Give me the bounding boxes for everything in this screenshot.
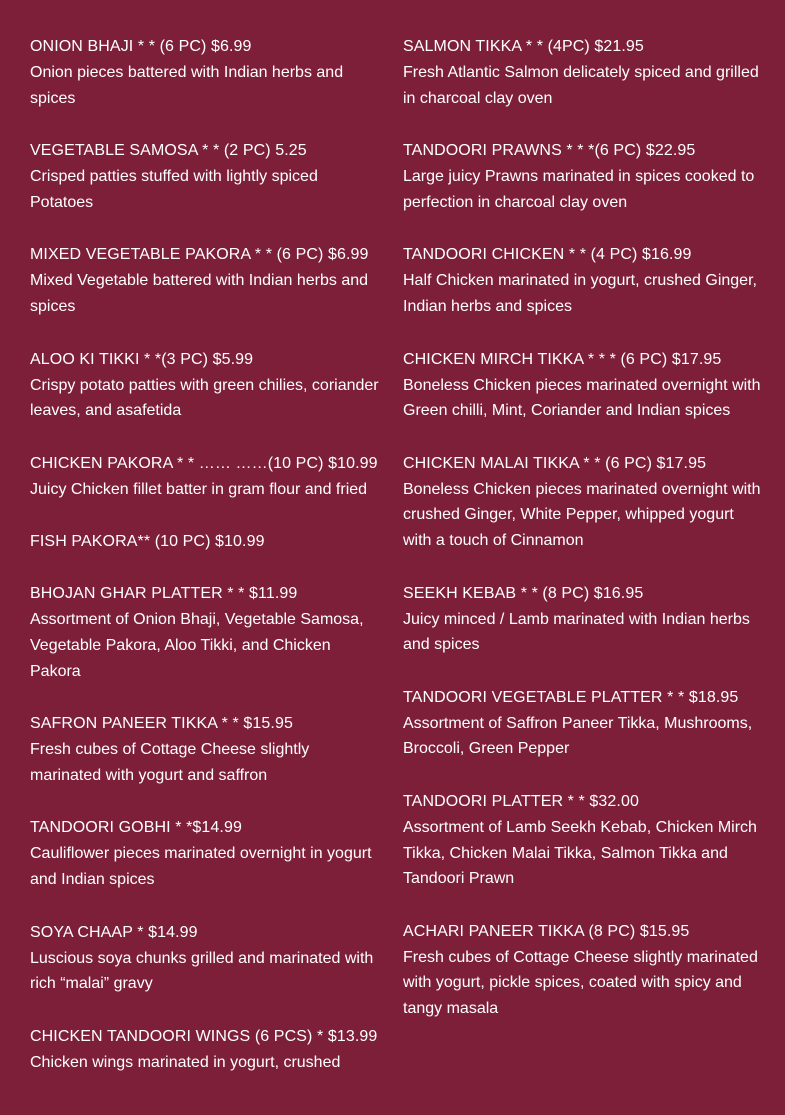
menu-item [30, 452, 382, 503]
menu-item-title: SALMON TIKKA * * (4PC) $21.95 [403, 38, 644, 55]
menu-item-title: MIXED VEGETABLE PAKORA * * (6 PC) $6.99 [30, 246, 369, 264]
menu-item [30, 348, 382, 424]
menu-item-title: TANDOORI PLATTER * * $32.00 [403, 792, 639, 810]
menu-item [30, 712, 382, 788]
menu-item [403, 243, 763, 319]
menu-item-title: TANDOORI CHICKEN * * (4 PC) $16.99 [403, 246, 692, 264]
menu-column-left [30, 35, 382, 1103]
menu-item-description: Chicken wings marinated in yogurt, crushed [30, 1053, 341, 1071]
menu-item-title: TANDOORI VEGETABLE PLATTER * * $18.95 [403, 688, 739, 706]
menu-item [30, 1025, 382, 1076]
menu-item [30, 243, 382, 319]
menu-item [30, 35, 382, 111]
menu-item [403, 35, 763, 111]
menu-item [30, 139, 382, 215]
menu-item [30, 816, 382, 892]
menu-item [30, 530, 382, 554]
menu-column-right [403, 35, 763, 1049]
menu-item-description: Assortment of Saffron Paneer Tikka, Mushrooms, Broccoli, Green Pepper [403, 714, 753, 758]
menu-item [403, 790, 763, 892]
menu-item-title: ACHARI PANEER TIKKA (8 PC) $15.95 [403, 922, 690, 940]
menu-item-title: SOYA CHAAP * $14.99 [30, 923, 198, 941]
menu-item-title: ONION BHAJI * * (6 PC) $6.99 [30, 38, 252, 55]
menu-item-title: TANDOORI PRAWNS * * *(6 PC) $22.95 [403, 142, 696, 160]
menu-item-title: TANDOORI GOBHI * *$14.99 [30, 819, 242, 837]
menu-item-title: SAFRON PANEER TIKKA * * $15.95 [30, 715, 293, 733]
menu-item [403, 686, 763, 762]
menu-item-title: VEGETABLE SAMOSA * * (2 PC) 5.25 [30, 142, 307, 160]
menu-item-title: FISH PAKORA** (10 PC) $10.99 [30, 533, 265, 551]
menu-item-description: Juicy Chicken fillet batter in gram flour and fried [30, 480, 368, 498]
menu-item-description: Assortment of Lamb Seekh Kebab, Chicken Mirch Tikka, Chicken Malai Tikka, Salmon Tikka and Tandoori Prawn [403, 818, 757, 888]
menu-item-description: Juicy minced / Lamb marinated with Indian herbs and spices [403, 610, 750, 654]
menu-item-description: Boneless Chicken pieces marinated overnight with crushed Ginger, White Pepper, whipped yogurt with a touch of Cinnamon [403, 480, 761, 549]
menu-item-description: Onion pieces battered with Indian herbs and spices [30, 64, 344, 107]
menu-item [403, 582, 763, 658]
menu-item-title: CHICKEN MIRCH TIKKA * * * (6 PC) $17.95 [403, 350, 722, 368]
menu-item-description: Assortment of Onion Bhaji, Vegetable Samosa, Vegetable Pakora, Aloo Tikki, and Chicken Pakora [30, 611, 364, 680]
menu-item-title: BHOJAN GHAR PLATTER * * $11.99 [30, 585, 298, 603]
menu-item-description: Cauliflower pieces marinated overnight in yogurt and Indian spices [30, 845, 372, 888]
menu-item-description: Fresh cubes of Cottage Cheese slightly marinated with yogurt, pickle spices, coated with spicy and tangy masala [403, 948, 758, 1017]
menu-item [403, 452, 763, 554]
menu-item [30, 582, 382, 684]
menu-item-title: CHICKEN MALAI TIKKA * * (6 PC) $17.95 [403, 454, 707, 472]
menu-item-description: Boneless Chicken pieces marinated overnight with Green chilli, Mint, Coriander and Indian spices [403, 376, 761, 420]
menu-item [403, 139, 763, 215]
menu-item [403, 920, 763, 1022]
menu-item-title: ALOO KI TIKKI * *(3 PC) $5.99 [30, 350, 254, 368]
menu-item [403, 348, 763, 424]
menu-item-title: SEEKH KEBAB * * (8 PC) $16.95 [403, 584, 644, 602]
menu-item-description: Fresh cubes of Cottage Cheese slightly marinated with yogurt and saffron [30, 741, 310, 784]
menu-item-description: Luscious soya chunks grilled and marinated with rich “malai” gravy [30, 949, 374, 993]
menu-item-description: Fresh Atlantic Salmon delicately spiced and grilled in charcoal clay oven [403, 64, 759, 107]
menu-item-description: Crispy potato patties with green chilies, coriander leaves, and asafetida [30, 376, 379, 420]
menu-item-description: Half Chicken marinated in yogurt, crushed Ginger, Indian herbs and spices [403, 272, 757, 315]
menu-item-title: CHICKEN TANDOORI WINGS (6 PCS) * $13.99 [30, 1027, 378, 1045]
menu-item-description: Crisped patties stuffed with lightly spiced Potatoes [30, 168, 318, 211]
menu-item [30, 921, 382, 997]
menu-item-title: CHICKEN PAKORA * * …… ……(10 PC) $10.99 [30, 454, 378, 472]
menu-item-description: Large juicy Prawns marinated in spices cooked to perfection in charcoal clay oven [403, 168, 755, 211]
menu-item-description: Mixed Vegetable battered with Indian herbs and spices [30, 272, 369, 315]
